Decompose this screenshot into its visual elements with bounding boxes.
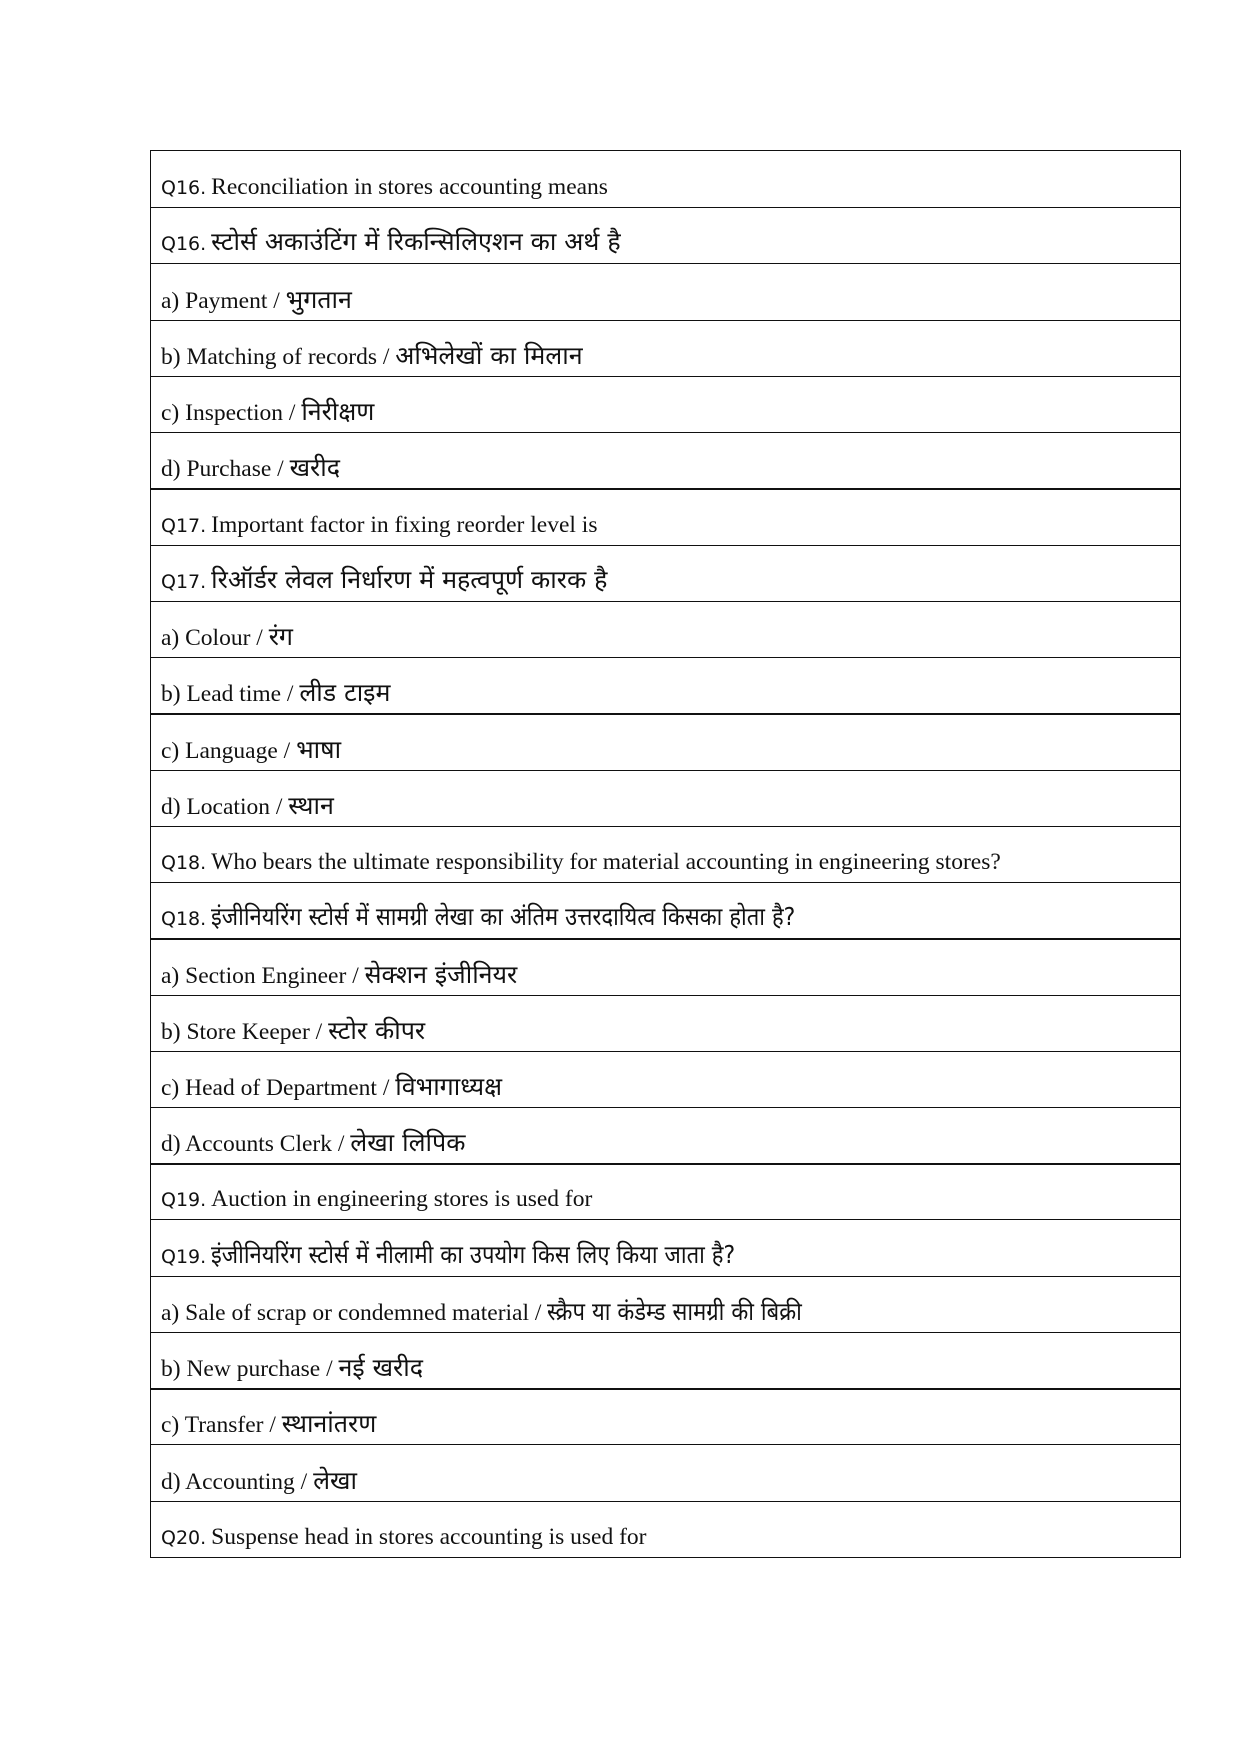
option-text-hi: विभागाध्यक्ष (395, 1071, 503, 1101)
option-label: a) Payment / (161, 287, 280, 314)
question-row-en (151, 151, 1180, 207)
question-text-en: Reconciliation in stores accounting means (211, 174, 608, 201)
option-row (151, 263, 1180, 319)
question-text-hi: इंजीनियरिंग स्टोर्स में सामग्री लेखा का अंतिम उत्तरदायित्व किसका होता है? (211, 902, 796, 932)
option-row (151, 770, 1180, 826)
question-number: Q19. (161, 1245, 207, 1268)
question-row-en (151, 488, 1180, 544)
option-label: b) New purchase / (161, 1356, 333, 1383)
option-row (151, 995, 1180, 1051)
option-text-hi: अभिलेखों का मिलान (395, 340, 583, 370)
option-text-hi: रंग (268, 622, 294, 652)
option-row (151, 1276, 1180, 1332)
option-label: b) Store Keeper / (161, 1018, 323, 1045)
question-row-hi (151, 1219, 1180, 1275)
question-text-en: Auction in engineering stores is used for (211, 1186, 593, 1213)
option-row (151, 376, 1180, 432)
option-row (151, 320, 1180, 376)
option-label: c) Transfer / (161, 1412, 276, 1439)
question-row-en (151, 1501, 1180, 1557)
option-row (151, 1107, 1180, 1163)
option-row (151, 713, 1180, 769)
question-text-hi: रिऑर्डर लेवल निर्धारण में महत्वपूर्ण कारक है (211, 564, 608, 594)
option-text-hi: लेखा लिपिक (350, 1128, 466, 1158)
option-row (151, 432, 1180, 488)
option-row (151, 938, 1180, 994)
option-text-hi: स्थानांतरण (281, 1409, 377, 1439)
question-text-hi: स्टोर्स अकाउंटिंग में रिकन्सिलिएशन का अर्थ है (211, 227, 621, 257)
option-text-hi: स्क्रैप या कंडेम्ड सामग्री की बिक्री (547, 1296, 803, 1326)
option-label: d) Accounts Clerk / (161, 1131, 345, 1158)
option-text-hi: भुगतान (285, 284, 352, 314)
option-text-hi: खरीद (289, 453, 340, 483)
option-label: a) Colour / (161, 625, 263, 652)
question-number: Q16. (161, 233, 207, 256)
option-label: c) Head of Department / (161, 1074, 390, 1101)
option-row (151, 1388, 1180, 1444)
option-label: b) Matching of records / (161, 343, 390, 370)
option-label: c) Inspection / (161, 400, 296, 427)
option-row (151, 1332, 1180, 1388)
question-row-en (151, 826, 1180, 882)
question-row-en (151, 1163, 1180, 1219)
question-number: Q19. (161, 1189, 207, 1212)
option-row (151, 1051, 1180, 1107)
question-number: Q18. (161, 852, 207, 875)
option-row (151, 601, 1180, 657)
option-label: a) Sale of scrap or condemned material / (161, 1299, 542, 1326)
question-text-hi: इंजीनियरिंग स्टोर्स में नीलामी का उपयोग किस लिए किया जाता है? (211, 1239, 736, 1269)
question-table (150, 150, 1181, 1558)
option-text-hi: नई खरीद (338, 1353, 424, 1383)
option-label: d) Accounting / (161, 1468, 308, 1495)
option-text-hi: लीड टाइम (299, 678, 391, 708)
option-label: d) Location / (161, 793, 283, 820)
option-row (151, 1444, 1180, 1500)
option-label: d) Purchase / (161, 456, 284, 483)
question-text-en: Suspense head in stores accounting is used for (211, 1523, 647, 1550)
question-row-hi (151, 882, 1180, 938)
option-label: a) Section Engineer / (161, 962, 359, 989)
option-text-hi: निरीक्षण (301, 397, 375, 427)
question-number: Q17. (161, 570, 207, 593)
question-number: Q17. (161, 514, 207, 537)
question-text-en: Who bears the ultimate responsibility for material accounting in engineering stores? (211, 849, 1001, 876)
question-number: Q20. (161, 1526, 207, 1549)
question-row-hi (151, 545, 1180, 601)
option-row (151, 657, 1180, 713)
option-text-hi: सेक्शन इंजीनियर (364, 959, 518, 989)
option-text-hi: भाषा (296, 734, 342, 764)
option-label: b) Lead time / (161, 681, 294, 708)
option-text-hi: लेखा (313, 1465, 357, 1495)
option-text-hi: स्थान (288, 790, 334, 820)
option-text-hi: स्टोर कीपर (328, 1015, 426, 1045)
option-label: c) Language / (161, 737, 291, 764)
question-number: Q16. (161, 177, 207, 200)
question-row-hi (151, 207, 1180, 263)
question-text-en: Important factor in fixing reorder level is (211, 511, 598, 538)
question-number: Q18. (161, 908, 207, 931)
